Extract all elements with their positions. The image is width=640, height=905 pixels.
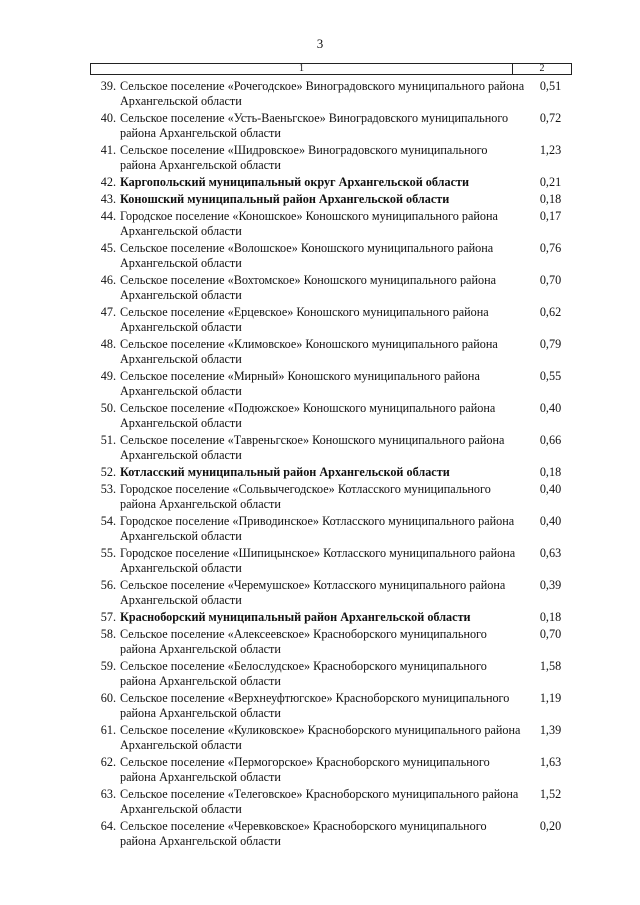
header-column-1: 1 bbox=[91, 64, 513, 74]
row-value: 1,52 bbox=[539, 787, 562, 801]
row-value: 0,76 bbox=[539, 241, 562, 255]
table-row bbox=[90, 273, 572, 303]
row-value: 0,63 bbox=[539, 546, 562, 560]
row-name: Сельское поселение «Куликовское» Красноборского муниципального района Архангельской области bbox=[120, 723, 521, 752]
row-value: 0,70 bbox=[539, 273, 562, 287]
row-value: 0,18 bbox=[539, 610, 562, 624]
row-number: 40. bbox=[100, 111, 116, 125]
page-number: 3 bbox=[316, 36, 324, 51]
table-row bbox=[90, 369, 572, 399]
row-number: 57. bbox=[100, 610, 116, 624]
row-number: 46. bbox=[100, 273, 116, 287]
table-row bbox=[90, 465, 572, 480]
row-number: 64. bbox=[100, 819, 116, 833]
row-number: 43. bbox=[100, 192, 116, 206]
table-row bbox=[90, 787, 572, 817]
row-value: 0,18 bbox=[539, 465, 562, 479]
row-value: 0,17 bbox=[539, 209, 562, 223]
data-table bbox=[90, 63, 572, 851]
row-value: 1,23 bbox=[539, 143, 562, 157]
table-row bbox=[90, 482, 572, 512]
row-value: 0,72 bbox=[539, 111, 562, 125]
row-value: 0,62 bbox=[539, 305, 562, 319]
row-number: 50. bbox=[100, 401, 116, 415]
row-value: 0,40 bbox=[539, 482, 562, 496]
row-name: Сельское поселение «Пермогорское» Красноборского муниципального района Архангельской области bbox=[120, 755, 490, 784]
row-name: Каргопольский муниципальный округ Архангельской области bbox=[120, 175, 469, 189]
table-row bbox=[90, 337, 572, 367]
table-row bbox=[90, 819, 572, 849]
row-number: 53. bbox=[100, 482, 116, 496]
row-value: 0,21 bbox=[539, 175, 562, 189]
row-number: 44. bbox=[100, 209, 116, 223]
row-number: 63. bbox=[100, 787, 116, 801]
row-number: 59. bbox=[100, 659, 116, 673]
row-value: 0,51 bbox=[539, 79, 562, 93]
row-name: Сельское поселение «Черемушское» Котласского муниципального района Архангельской области bbox=[120, 578, 506, 607]
table-row bbox=[90, 175, 572, 190]
table-row bbox=[90, 209, 572, 239]
table-row bbox=[90, 143, 572, 173]
row-number: 42. bbox=[100, 175, 116, 189]
table-row bbox=[90, 111, 572, 141]
row-number: 54. bbox=[100, 514, 116, 528]
row-number: 58. bbox=[100, 627, 116, 641]
row-name: Сельское поселение «Рочегодское» Виноградовского муниципального района Архангельской области bbox=[120, 79, 525, 108]
table-row bbox=[90, 578, 572, 608]
row-number: 62. bbox=[100, 755, 116, 769]
row-name: Сельское поселение «Усть-Ваеньгское» Виноградовского муниципального района Архангельской области bbox=[120, 111, 509, 140]
row-number: 52. bbox=[100, 465, 116, 479]
table-row bbox=[90, 192, 572, 207]
row-number: 60. bbox=[100, 691, 116, 705]
row-number: 45. bbox=[100, 241, 116, 255]
row-name: Сельское поселение «Белослудское» Красноборского муниципального района Архангельской области bbox=[120, 659, 487, 688]
row-name: Городское поселение «Сольвычегодское» Котласского муниципального района Архангельской области bbox=[120, 482, 491, 511]
row-value: 0,39 bbox=[539, 578, 562, 592]
table-row bbox=[90, 401, 572, 431]
table-row bbox=[90, 691, 572, 721]
row-name: Сельское поселение «Тавреньгское» Коношского муниципального района Архангельской области bbox=[120, 433, 505, 462]
row-value: 0,66 bbox=[539, 433, 562, 447]
row-name: Котласский муниципальный район Архангельской области bbox=[120, 465, 450, 479]
row-value: 1,58 bbox=[539, 659, 562, 673]
table-row bbox=[90, 610, 572, 625]
row-name: Сельское поселение «Телеговское» Красноборского муниципального района Архангельской области bbox=[120, 787, 519, 816]
row-number: 47. bbox=[100, 305, 116, 319]
table-row bbox=[90, 659, 572, 689]
table-body bbox=[90, 79, 572, 849]
table-row bbox=[90, 514, 572, 544]
row-name: Городское поселение «Коношское» Коношского муниципального района Архангельской области bbox=[120, 209, 498, 238]
row-name: Сельское поселение «Черевковское» Красноборского муниципального района Архангельской области bbox=[120, 819, 487, 848]
row-number: 48. bbox=[100, 337, 116, 351]
row-number: 51. bbox=[100, 433, 116, 447]
row-name: Сельское поселение «Мирный» Коношского муниципального района Архангельской области bbox=[120, 369, 480, 398]
row-number: 61. bbox=[100, 723, 116, 737]
row-value: 1,19 bbox=[539, 691, 562, 705]
header-column-2: 2 bbox=[539, 63, 545, 74]
row-name: Сельское поселение «Климовское» Коношского муниципального района Архангельской области bbox=[120, 337, 498, 366]
table-row bbox=[90, 755, 572, 785]
row-name: Городское поселение «Приводинское» Котласского муниципального района Архангельской области bbox=[120, 514, 515, 543]
row-name: Сельское поселение «Подюжское» Коношского муниципального района Архангельской области bbox=[120, 401, 496, 430]
row-name: Сельское поселение «Вохтомское» Коношского муниципального района Архангельской области bbox=[120, 273, 496, 302]
row-number: 49. bbox=[100, 369, 116, 383]
table-row bbox=[90, 546, 572, 576]
table-row bbox=[90, 241, 572, 271]
row-value: 1,63 bbox=[539, 755, 562, 769]
row-name: Городское поселение «Шипицынское» Котласского муниципального района Архангельской области bbox=[120, 546, 516, 575]
row-name: Коношский муниципальный район Архангельской области bbox=[120, 192, 450, 206]
row-number: 39. bbox=[100, 79, 116, 93]
table-row bbox=[90, 723, 572, 753]
table-row bbox=[90, 627, 572, 657]
table-row bbox=[90, 79, 572, 109]
row-name: Сельское поселение «Верхнеуфтюгское» Красноборского муниципального района Архангельской области bbox=[120, 691, 510, 720]
row-value: 0,79 bbox=[539, 337, 562, 351]
row-name: Сельское поселение «Шидровское» Виноградовского муниципального района Архангельской области bbox=[120, 143, 488, 172]
row-value: 0,40 bbox=[539, 514, 562, 528]
table-row bbox=[90, 433, 572, 463]
row-value: 0,70 bbox=[539, 627, 562, 641]
row-name: Сельское поселение «Волошское» Коношского муниципального района Архангельской области bbox=[120, 241, 494, 270]
row-name: Сельское поселение «Алексеевское» Красноборского муниципального района Архангельской области bbox=[120, 627, 487, 656]
table-row bbox=[90, 305, 572, 335]
table-header-row bbox=[90, 63, 572, 75]
row-value: 1,39 bbox=[539, 723, 562, 737]
row-value: 0,20 bbox=[539, 819, 562, 833]
row-name: Сельское поселение «Ерцевское» Коношского муниципального района Архангельской области bbox=[120, 305, 489, 334]
row-number: 41. bbox=[100, 143, 116, 157]
row-number: 55. bbox=[100, 546, 116, 560]
row-value: 0,40 bbox=[539, 401, 562, 415]
row-value: 0,55 bbox=[539, 369, 562, 383]
row-value: 0,18 bbox=[539, 192, 562, 206]
row-name: Красноборский муниципальный район Архангельской области bbox=[120, 610, 471, 624]
row-number: 56. bbox=[100, 578, 116, 592]
